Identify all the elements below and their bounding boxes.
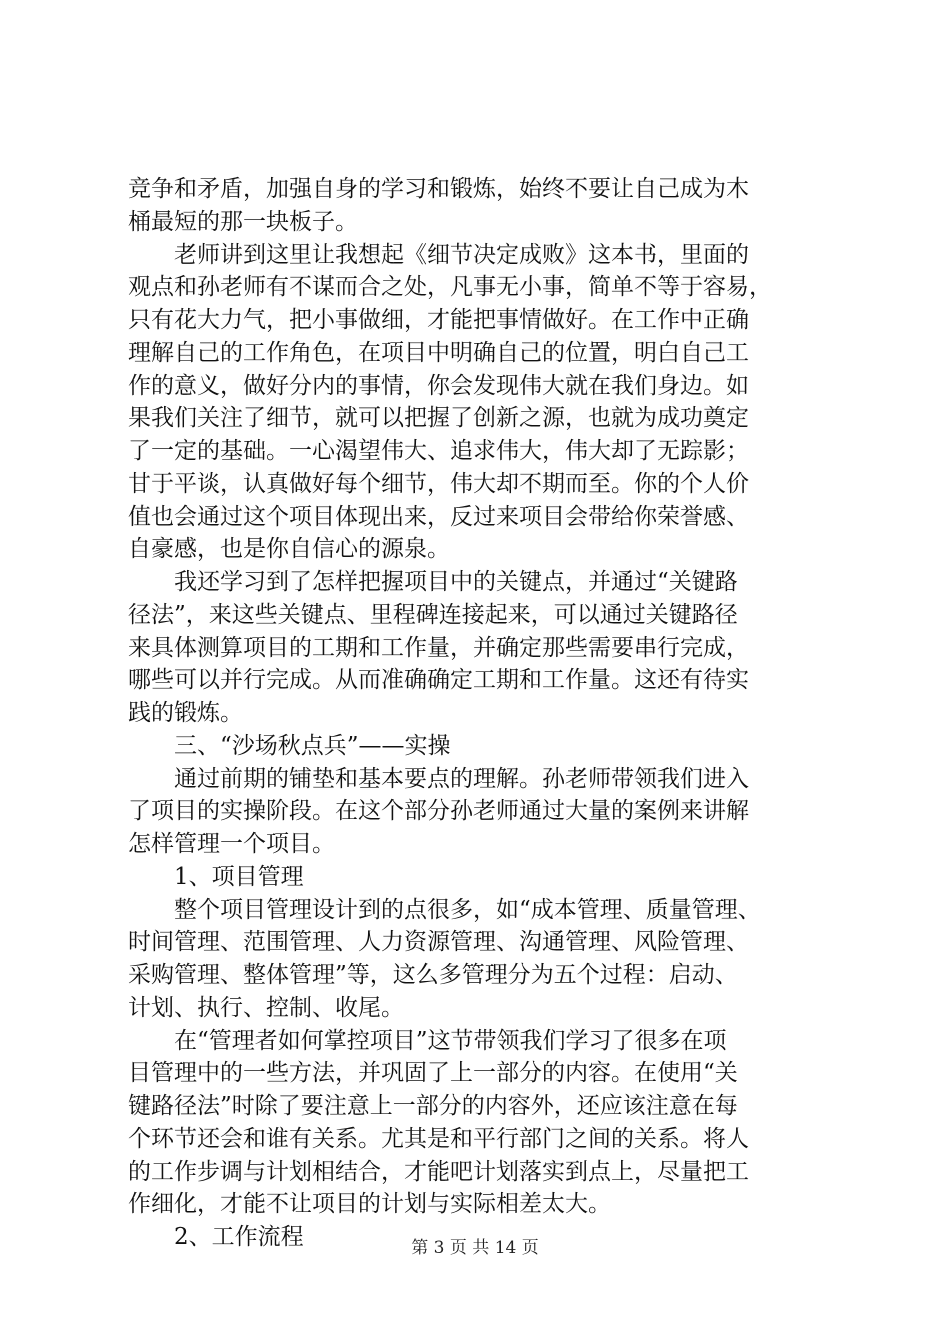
text-line: 作细化，才能不让项目的计划与实际相差太大。 bbox=[128, 1191, 611, 1218]
text-line: 整个项目管理设计到的点很多，如“成本管理、质量管理、 bbox=[174, 896, 761, 923]
text-line: 目管理中的一些方法，并巩固了上一部分的内容。在使用“关 bbox=[128, 1060, 738, 1087]
document-body bbox=[128, 173, 842, 1254]
text-line: 来具体测算项目的工期和工作量，并确定那些需要串行完成， bbox=[128, 634, 749, 661]
text-line: 三、“沙场秋点兵”——实操 bbox=[174, 732, 451, 759]
text-line: 我还学习到了怎样把握项目中的关键点，并通过“关键路 bbox=[174, 569, 738, 595]
text-line: 作的意义，做好分内的事情，你会发现伟大就在我们身边。如 bbox=[128, 372, 749, 399]
text-line: 践的锻炼。 bbox=[128, 700, 243, 726]
text-line: 自豪感，也是你自信心的源泉。 bbox=[128, 536, 450, 563]
text-line: 的工作步调与计划相结合，才能吧计划落实到点上，尽量把工 bbox=[128, 1158, 749, 1185]
text-line: 哪些可以并行完成。从而准确确定工期和工作量。这还有待实 bbox=[128, 667, 749, 694]
text-line: 理解自己的工作角色，在项目中明确自己的位置，明白自己工 bbox=[128, 339, 749, 366]
paragraph bbox=[128, 763, 842, 861]
text-line: 怎样管理一个项目。 bbox=[128, 831, 335, 857]
paragraph bbox=[128, 566, 842, 730]
text-line: 键路径法”时除了要注意上一部分的内容外，还应该注意在每 bbox=[128, 1093, 738, 1119]
text-line: 观点和孙老师有不谋而合之处，凡事无小事，简单不等于容易， bbox=[128, 274, 772, 301]
text-line: 时间管理、范围管理、人力资源管理、沟通管理、风险管理、 bbox=[128, 929, 749, 956]
text-line: 甘于平谈，认真做好每个细节，伟大却不期而至。你的个人价 bbox=[128, 470, 749, 497]
paragraph bbox=[128, 1025, 842, 1222]
text-line: 2、工作流程 bbox=[174, 1224, 304, 1250]
paragraph bbox=[128, 861, 842, 894]
text-line: 只有花大力气，把小事做细，才能把事情做好。在工作中正确 bbox=[128, 307, 749, 333]
paragraph bbox=[128, 173, 842, 239]
text-line: 采购管理、整体管理”等，这么多管理分为五个过程：启动、 bbox=[128, 962, 738, 988]
text-line: 个环节还会和谁有关系。尤其是和平行部门之间的关系。将人 bbox=[128, 1125, 749, 1152]
text-line: 桶最短的那一块板子。 bbox=[128, 208, 358, 235]
text-line: 了一定的基础。一心渴望伟大、追求伟大，伟大却了无踪影； bbox=[128, 438, 749, 464]
text-line: 果我们关注了细节，就可以把握了创新之源，也就为成功奠定 bbox=[128, 405, 749, 432]
text-line: 竞争和矛盾，加强自身的学习和锻炼，始终不要让自己成为木 bbox=[128, 176, 749, 202]
paragraph bbox=[128, 730, 842, 763]
paragraph bbox=[128, 239, 842, 567]
text-line: 计划、执行、控制、收尾。 bbox=[128, 994, 404, 1021]
text-line: 在“管理者如何掌控项目”这节带领我们学习了很多在项 bbox=[174, 1027, 727, 1054]
text-line: 径法”，来这些关键点、里程碑连接起来，可以通过关键路径 bbox=[128, 601, 738, 628]
text-line: 老师讲到这里让我想起《细节决定成败》这本书，里面的 bbox=[174, 241, 749, 268]
paragraph bbox=[128, 894, 842, 1025]
text-line: 值也会通过这个项目体现出来，反过来项目会带给你荣誉感、 bbox=[128, 503, 749, 530]
text-line: 通过前期的铺垫和基本要点的理解。孙老师带领我们进入 bbox=[174, 765, 749, 792]
text-line: 1、项目管理 bbox=[174, 863, 304, 890]
text-line: 了项目的实操阶段。在这个部分孙老师通过大量的案例来讲解 bbox=[128, 798, 749, 825]
page-footer: 第 3 页 共 14 页 bbox=[411, 1238, 539, 1258]
